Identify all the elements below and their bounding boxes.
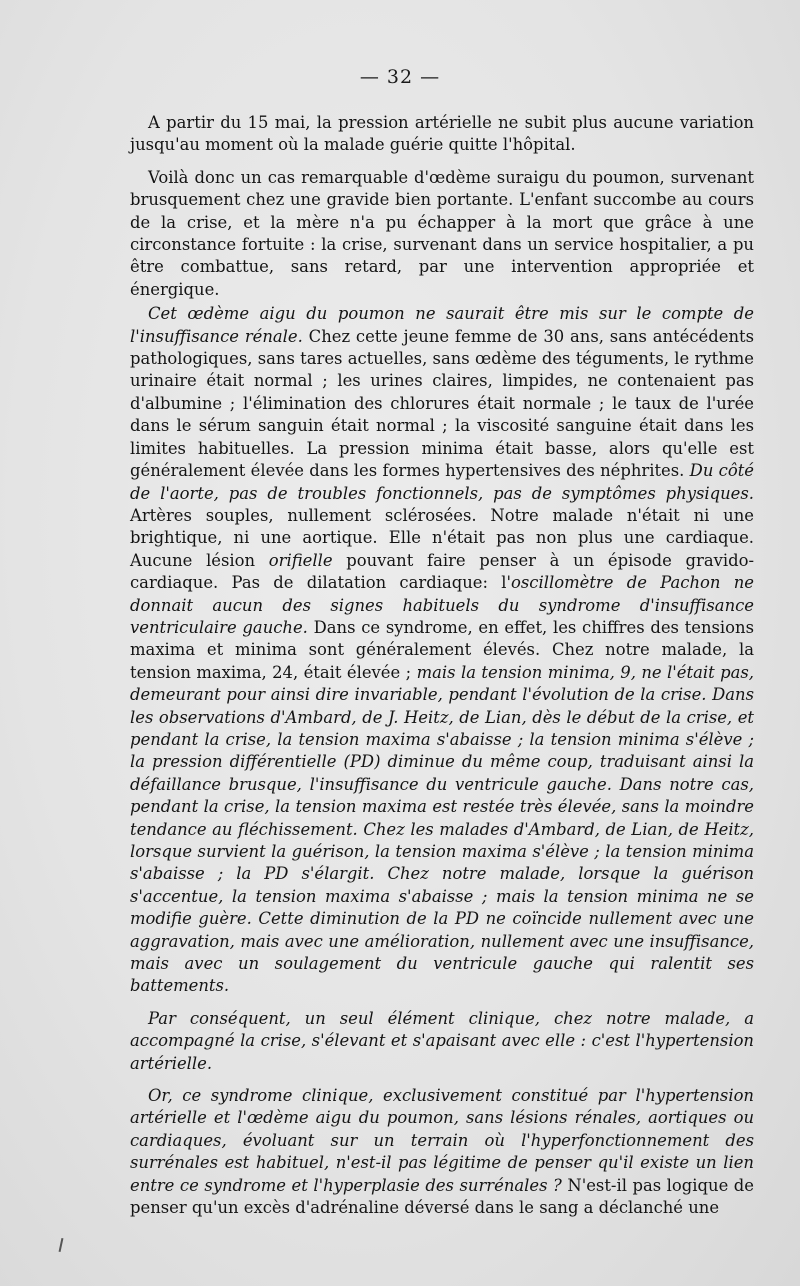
paragraph-1 [130,112,754,157]
paragraph-1-segment-1: A partir du 15 mai, la pression artérielle ne subit plus aucune variation jusqu'au moment où la malade guérie quitte l'hôpital. [130,113,754,155]
paragraph-2 [130,167,754,301]
paragraph-3 [130,303,754,998]
paragraph-4 [130,1008,754,1075]
body-text [130,112,754,1220]
paragraph-5-segment-2: N'est-il pas logique de penser qu'un excès d'adrénaline déversé dans le sang a déclanché une [130,1175,754,1218]
paragraph-3-segment-8: Dans ce syndrome, en effet, les chiffres des tensions maxima et minima sont généralement élevés. Chez notre malade, la tension maxima, 24, était élevée ; [130,617,755,682]
paragraph-3-segment-2: Chez cette jeune femme de 30 ans, sans antécédents pathologiques, sans tares actuelles, sans œdème des téguments, le rythme urinaire était normal ; les urines claires, limpides, ne contenaient pas d'albumine ; l'élimination des chlorures était normale ; le taux de l'urée dans le sérum sanguin était normal ; la viscosité sanguine était dans les limites habituelles. La pression minima était basse, alors qu'elle est généralement élevée dans les formes hypertensives des néphrites. [130,326,754,481]
paragraph-2-segment-1: Voilà donc un cas remarquable d'œdème suraigu du poumon, survenant brusquement chez une gravide bien portante. L'enfant succombe au cours de la crise, et la mère n'a pu échapper à la mort que grâce à une circonstance fortuite : la crise, survenant dans un service hospitalier, a pu être combattue, sans retard, par une intervention appropriée et énergique. [130,167,754,299]
paragraph-3-segment-5: orifielle [268,550,333,570]
paragraph-3-segment-3: Du côté de l'aorte, pas de troubles fonctionnels, pas de symptômes physiques. [130,461,754,503]
paragraph-3-segment-6: pouvant faire penser à un épisode gravido-cardiaque. Pas de dilatation cardiaque: l' [130,550,755,593]
paragraph-3-segment-7: oscillomètre de Pachon ne donnait aucun des signes habituels du syndrome d'insuffisance ventriculaire gauche. [130,573,754,637]
paragraph-5 [130,1085,754,1219]
paragraph-3-segment-1: Cet œdème aigu du poumon ne saurait être mis sur le compte de l'insuffisance rénale. [130,304,754,346]
paragraph-4-segment-1: Par conséquent, un seul élément clinique, chez notre malade, a accompagné la crise, s'élevant et s'apaisant avec elle : c'est l'hypertension artérielle. [130,1008,754,1073]
page-number: — 32 — [359,66,441,88]
paragraph-5-segment-1: Or, ce syndrome clinique, exclusivement constitué par l'hypertension artérielle et l'œdème aigu du poumon, sans lésions rénales, aortiques ou cardiaques, évoluant sur un terrain où l'hyperfonctionnement des surrénales est habituel, n'est-il pas légitime de penser qu'il existe un lien entre ce syndrome et l'hyperplasie des surrénales ? [130,1086,754,1195]
paragraph-3-segment-9: mais la tension minima, 9, ne l'était pas, demeurant pour ainsi dire invariable, pendant l'évolution de la crise. Dans les observations d'Ambard, de J. Heitz, de Lian, dès le début de la crise, et pendant la crise, la tension maxima s'abaisse ; la tension minima s'élève ; la pression différentielle (PD) diminue du même coup, traduisant ainsi la défaillance brusque, l'insuffisance du ventricule gauche. Dans notre cas, pendant la crise, la tension maxima est restée très élevée, sans la moindre tendance au fléchissement. Chez les malades d'Ambard, de Lian, de Heitz, lorsque survient la guérison, la tension maxima s'élève ; la tension minima s'abaisse ; la PD s'élargit. Chez notre malade, lorsque la guérison s'accentue, la tension maxima s'abaisse ; mais la tension minima ne se modifie guère. Cette diminution de la PD ne coïncide nullement avec une aggravation, mais avec une amélioration, nullement avec une insuffisance, mais avec un soulagement du ventricule gauche qui ralentit ses battements. [130,662,754,996]
paragraph-3-segment-4: Artères souples, nullement sclérosées. Notre malade n'était ni une brightique, ni une aortique. Elle n'était pas non plus une cardiaque. Aucune lésion [130,505,754,570]
margin-mark [59,1238,64,1252]
